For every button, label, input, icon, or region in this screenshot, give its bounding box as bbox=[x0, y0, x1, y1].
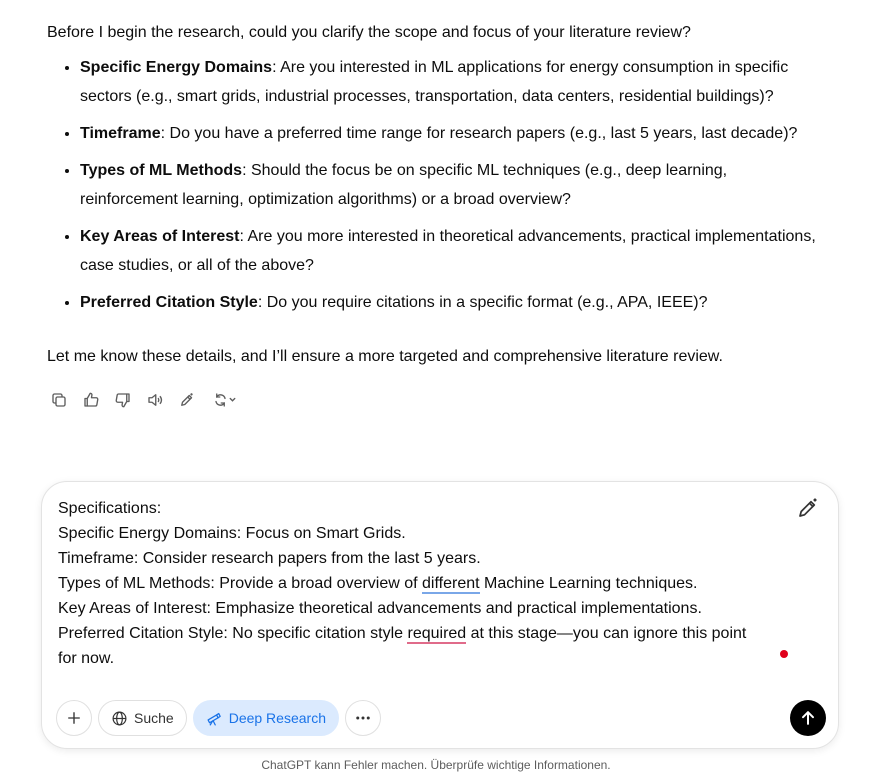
send-button[interactable] bbox=[790, 700, 826, 736]
question-list bbox=[47, 53, 827, 317]
assistant-intro: Before I begin the research, could you clarify the scope and focus of your literature review? bbox=[47, 24, 691, 41]
disclaimer-footer: ChatGPT kann Fehler machen. Überprüfe wichtige Informationen. bbox=[261, 758, 611, 772]
thumbs-down-icon[interactable] bbox=[111, 388, 135, 412]
draft-text: Machine Learning techniques. bbox=[479, 575, 698, 592]
composer-input[interactable] bbox=[58, 496, 778, 671]
more-dots-icon bbox=[354, 709, 372, 727]
list-item bbox=[80, 222, 827, 280]
grammar-suggestion[interactable]: different bbox=[422, 575, 480, 592]
draft-line bbox=[58, 571, 778, 596]
draft-text: at this stage—you can ignore this point bbox=[466, 625, 747, 642]
edit-canvas-icon[interactable] bbox=[175, 388, 199, 412]
draft-text: Types of ML Methods: Provide a broad overview of bbox=[58, 575, 423, 592]
globe-icon bbox=[111, 710, 128, 727]
list-item-text: : Are you more interested in theoretical advancements, practical implementations, case studies, or all of the above? bbox=[80, 228, 816, 274]
draft-line: Specific Energy Domains: Focus on Smart Grids. bbox=[58, 525, 406, 542]
more-options-button[interactable] bbox=[345, 700, 381, 736]
list-item-text: : Do you have a preferred time range for research papers (e.g., last 5 years, last decade)? bbox=[160, 125, 798, 142]
draft-line: Timeframe: Consider research papers from the last 5 years. bbox=[58, 550, 481, 567]
list-item bbox=[80, 288, 827, 317]
regenerate-icon[interactable] bbox=[207, 388, 243, 412]
list-item bbox=[80, 53, 827, 111]
list-item-text: : Do you require citations in a specific format (e.g., APA, IEEE)? bbox=[257, 294, 708, 311]
list-item-text: : Are you interested in ML applications for energy consumption in specific sectors (e.g., smart grids, industrial processes, transportation, data centers, residential buildings)? bbox=[80, 59, 789, 105]
arrow-up-icon bbox=[798, 708, 818, 728]
composer-toolbar bbox=[56, 700, 381, 736]
assistant-message bbox=[47, 18, 827, 325]
message-composer[interactable] bbox=[41, 481, 839, 749]
deep-research-label: Deep Research bbox=[228, 710, 326, 726]
copy-icon[interactable] bbox=[47, 388, 71, 412]
list-item bbox=[80, 156, 827, 214]
search-button-label: Suche bbox=[134, 710, 174, 726]
status-dot bbox=[780, 650, 788, 658]
list-item-title: Preferred Citation Style bbox=[80, 294, 258, 311]
list-item bbox=[80, 119, 827, 148]
draft-text: Preferred Citation Style: No specific citation style bbox=[58, 625, 408, 642]
read-aloud-icon[interactable] bbox=[143, 388, 167, 412]
add-attachment-button[interactable] bbox=[56, 700, 92, 736]
list-item-text: : Should the focus be on specific ML techniques (e.g., deep learning, reinforcement learning, optimization algorithms) or a broad overview? bbox=[80, 162, 728, 208]
spelling-suggestion[interactable]: required bbox=[407, 625, 467, 642]
draft-line: Key Areas of Interest: Emphasize theoretical advancements and practical implementations. bbox=[58, 600, 702, 617]
list-item-title: Types of ML Methods bbox=[80, 162, 243, 179]
draft-line bbox=[58, 621, 778, 646]
list-item-title: Key Areas of Interest bbox=[80, 228, 240, 245]
plus-icon bbox=[65, 709, 83, 727]
list-item-title: Specific Energy Domains bbox=[80, 59, 273, 76]
assistant-outro: Let me know these details, and I’ll ensure a more targeted and comprehensive literature review. bbox=[47, 348, 723, 365]
thumbs-up-icon[interactable] bbox=[79, 388, 103, 412]
draft-line: Specifications: bbox=[58, 500, 162, 517]
deep-research-button[interactable] bbox=[193, 700, 339, 736]
telescope-icon bbox=[206, 710, 223, 727]
draft-line: for now. bbox=[58, 650, 115, 667]
message-actions bbox=[47, 388, 243, 412]
list-item-title: Timeframe bbox=[80, 125, 161, 142]
search-button[interactable] bbox=[98, 700, 187, 736]
pen-sparkle-icon[interactable] bbox=[796, 496, 820, 520]
